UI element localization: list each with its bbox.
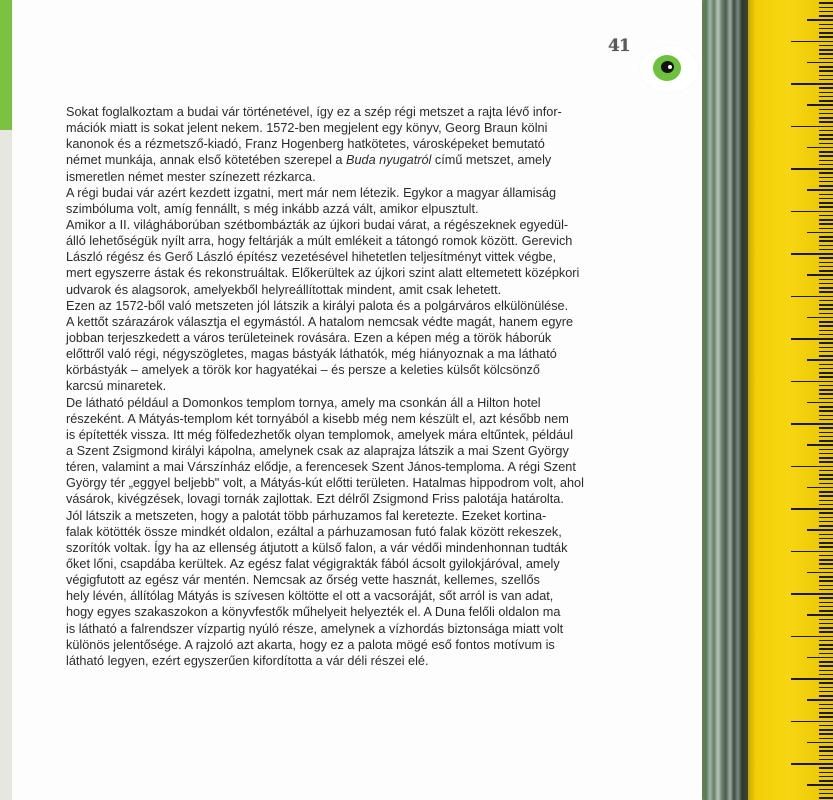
ruler-tick: [791, 423, 833, 425]
ruler-tick: [819, 236, 833, 238]
ruler-tick: [819, 525, 833, 527]
ruler-tick: [819, 500, 833, 502]
ruler-tick: [819, 517, 833, 519]
ruler-tick: [819, 427, 833, 429]
text-line: ismeretlen német mester színezett rézkarca.: [66, 169, 316, 184]
measuring-ruler: [748, 0, 833, 800]
ruler-tick: [819, 53, 833, 55]
text-line: falak kötötték össze mindkét oldalon, ezáltal a párhuzamosan futó falak között rekeszek,: [66, 524, 562, 539]
text-line: mert egyszerre ástak és rekonstruáltak. Előkerültek az újkori szint alatt eltemetett középkori: [66, 266, 580, 281]
ruler-tick: [819, 223, 833, 225]
text-line: is építették vissza. Itt még fölfedezhetők olyan templomok, amelyek mára eltűntek, például: [66, 427, 574, 442]
ruler-tick: [819, 648, 833, 650]
ruler-tick: [819, 755, 833, 757]
text-line: A régi budai vár azért kezdett izgatni, mert már nem létezik. Egykor a magyar államiság: [66, 185, 557, 200]
ruler-tick: [819, 15, 833, 17]
ruler-tick: [807, 274, 833, 276]
ruler-tick: [819, 172, 833, 174]
ruler-tick: [819, 653, 833, 655]
ruler-tick: [819, 627, 833, 629]
ruler-tick: [819, 219, 833, 221]
ruler-tick: [819, 738, 833, 740]
text-line: Sokat foglalkoztam a budai vár történetével, így ez a szép régi metszet a rajta lévő infor-: [66, 105, 562, 119]
text-line: őket lőni, csapdába kerültek. Az egész falat végigrakták fából ácsolt gyilokjáróval, amely: [66, 556, 560, 571]
left-page-edge-white: [0, 130, 12, 800]
ruler-tick: [819, 767, 833, 769]
left-page-edge: [0, 0, 12, 130]
text-line: előttről való régi, négyszögletes, magas bástyák láthatók, még hiányoznak a ma látható: [66, 347, 557, 362]
ruler-tick: [819, 45, 833, 47]
ruler-tick: [819, 470, 833, 472]
ruler-tick: [819, 117, 833, 119]
ruler-tick: [819, 606, 833, 608]
ruler-tick: [819, 240, 833, 242]
ruler-tick: [819, 266, 833, 268]
ruler-tick: [819, 780, 833, 782]
ruler-tick: [819, 704, 833, 706]
ruler-tick: [807, 189, 833, 191]
ruler-tick: [819, 789, 833, 791]
ruler-tick: [807, 614, 833, 616]
ruler-tick: [819, 670, 833, 672]
ruler-tick: [819, 580, 833, 582]
ruler-tick: [791, 763, 833, 765]
ruler-tick: [819, 708, 833, 710]
ruler-tick: [807, 317, 833, 319]
ruler-tick: [819, 512, 833, 514]
ruler-tick: [819, 453, 833, 455]
text-line: udvarok és alagsorok, amelyekből helyreállítottak mindent, amit csak lehetett.: [66, 282, 502, 297]
ruler-tick: [819, 389, 833, 391]
ruler-tick: [819, 155, 833, 157]
ruler-tick: [819, 270, 833, 272]
text-line: látható legyen, ezért egyszerűen kifordította a vár déli részei elé.: [66, 653, 429, 668]
ruler-tick: [819, 644, 833, 646]
ruler-tick: [819, 58, 833, 60]
ruler-tick: [819, 415, 833, 417]
ruler-tick: [819, 143, 833, 145]
ruler-tick: [791, 721, 833, 723]
ruler-tick: [819, 287, 833, 289]
ruler-tick: [819, 11, 833, 13]
ruler-tick: [819, 279, 833, 281]
text-line: német munkája, annak első kötetében szerepel a Buda nyugatról című metszet, amely: [66, 153, 552, 168]
ruler-tick: [819, 546, 833, 548]
ruler-tick: [791, 466, 833, 468]
ruler-tick: [791, 296, 833, 298]
ruler-tick: [819, 793, 833, 795]
ruler-tick: [819, 491, 833, 493]
ruler-tick: [819, 249, 833, 251]
ruler-tick: [819, 729, 833, 731]
text-line: kanonok és a rézmetsző-kiadó, Franz Hogenberg hatkötetes, városképeket bemutató: [66, 137, 545, 152]
ruler-tick: [819, 364, 833, 366]
ruler-tick: [807, 232, 833, 234]
ruler-tick: [819, 436, 833, 438]
ruler-tick: [819, 66, 833, 68]
ruler-tick: [807, 104, 833, 106]
text-line: mációk miatt is sokat jelent nekem. 1572-ben megjelent egy könyv, Georg Braun kölni: [66, 121, 548, 136]
ruler-tick: [819, 49, 833, 51]
ruler-tick: [819, 215, 833, 217]
ruler-tick: [819, 160, 833, 162]
ruler-tick: [819, 406, 833, 408]
text-line: a Szent Zsigmond királyi kápolna, amelynek csak az alaprajza látszik a mai Szent György: [66, 443, 569, 458]
ruler-tick: [819, 712, 833, 714]
ruler-tick: [819, 585, 833, 587]
ruler-tick: [819, 313, 833, 315]
ruler-tick: [819, 87, 833, 89]
ruler-tick: [819, 342, 833, 344]
ruler-tick: [819, 202, 833, 204]
ruler-tick: [791, 126, 833, 128]
ruler-tick: [819, 568, 833, 570]
ruler-tick: [819, 419, 833, 421]
ruler-tick: [819, 121, 833, 123]
ruler-tick: [819, 96, 833, 98]
ruler-tick: [791, 636, 833, 638]
ruler-tick: [819, 164, 833, 166]
ruler-tick: [807, 487, 833, 489]
ruler-tick: [819, 504, 833, 506]
ruler-tick: [791, 338, 833, 340]
ruler-tick: [819, 623, 833, 625]
text-line: De látható például a Domonkos templom tornya, amely ma csonkán áll a Hilton hotel: [66, 395, 541, 410]
ruler-tick: [819, 2, 833, 4]
ruler-tick: [819, 483, 833, 485]
ruler-tick: [819, 661, 833, 663]
ruler-tick: [819, 300, 833, 302]
ruler-tick: [819, 432, 833, 434]
ruler-tick: [819, 308, 833, 310]
text-line: karcsú minaretek.: [66, 379, 167, 394]
text-line: végigfutott az egész vár mentén. Nemcsak az őrség vette hasznát, kellemes, szellős: [66, 573, 540, 588]
ruler-tick: [819, 619, 833, 621]
text-line: részeként. A Mátyás-templom két tornyából a kisebb még nem készült el, azt később nem: [66, 411, 569, 426]
ruler-tick: [819, 610, 833, 612]
ruler-tick: [819, 725, 833, 727]
ruler-tick: [819, 262, 833, 264]
ruler-tick: [819, 372, 833, 374]
ruler-tick: [791, 211, 833, 213]
ruler-tick: [819, 576, 833, 578]
eye-iris: [653, 55, 681, 81]
book-page: [12, 0, 702, 800]
ruler-tick: [819, 7, 833, 9]
ruler-tick: [819, 109, 833, 111]
text-line: is látható a falrendszer vízpartig nyúló része, amelynek a vízhordás biztonsága miatt volt: [66, 621, 564, 636]
ruler-tick: [819, 457, 833, 459]
ruler-tick: [819, 138, 833, 140]
ruler-tick: [819, 474, 833, 476]
ruler-tick: [819, 347, 833, 349]
ruler-tick: [819, 589, 833, 591]
ruler-tick: [819, 695, 833, 697]
ruler-tick: [791, 593, 833, 595]
text-line: hogy egyes szakaszokon a könyvfestők műhelyeit helyezték el. A Duna felőli oldalon ma: [66, 605, 561, 620]
ruler-tick: [791, 41, 833, 43]
ruler-tick: [819, 631, 833, 633]
ruler-tick: [819, 674, 833, 676]
ruler-tick: [819, 283, 833, 285]
ruler-tick: [819, 602, 833, 604]
text-line: körbástyák – amelyek a török kor hagyatékai – és persze a keleties külsőt kölcsönző: [66, 363, 540, 378]
text-line: György tér „eggyel beljebb" volt, a Mátyás-kút előtti területen. Hatalmas hippodrom volt, ahol: [66, 476, 584, 491]
text-line: szimbóluma volt, amíg fennállt, s még inkább azzá vált, amikor elpusztult.: [66, 201, 479, 216]
eye-icon: [640, 46, 698, 92]
ruler-tick: [819, 130, 833, 132]
ruler-tick: [819, 330, 833, 332]
ruler-tick: [807, 19, 833, 21]
ruler-tick: [819, 304, 833, 306]
text-line: szorítók voltak. Így ha az ellenség átjutott a külső falon, a vár védői mindenhonnan tudták: [66, 540, 568, 555]
ruler-tick: [819, 746, 833, 748]
ruler-tick: [819, 385, 833, 387]
ruler-tick: [819, 733, 833, 735]
ruler-tick: [819, 355, 833, 357]
ruler-tick: [819, 398, 833, 400]
ruler-tick: [791, 381, 833, 383]
ruler-tick: [819, 682, 833, 684]
ruler-tick: [819, 36, 833, 38]
ruler-tick: [791, 678, 833, 680]
ruler-tick: [819, 206, 833, 208]
ruler-tick: [819, 542, 833, 544]
ruler-tick: [819, 351, 833, 353]
ruler-tick: [819, 665, 833, 667]
text-line: Jól látszik a metszeten, hogy a palotát több párhuzamos fal keretezte. Ezeket kortina-: [66, 508, 547, 523]
ruler-tick: [819, 70, 833, 72]
ruler-tick: [819, 797, 833, 799]
ruler-tick: [807, 742, 833, 744]
ruler-tick: [807, 62, 833, 64]
ruler-tick: [819, 24, 833, 26]
ruler-tick: [819, 534, 833, 536]
ruler-tick: [819, 291, 833, 293]
text-line: László régész és Gerő László építész vezetésével hihetetlen teljesítményt vittek végbe,: [66, 250, 557, 265]
ruler-tick: [819, 716, 833, 718]
ruler-tick: [819, 759, 833, 761]
ruler-tick: [819, 75, 833, 77]
ruler-tick: [819, 194, 833, 196]
text-line: jobban terjeszkedett a város területeinek rovására. Ezen a képen még a török háborúk: [66, 330, 552, 345]
body-text: [66, 104, 626, 669]
ruler-tick: [807, 572, 833, 574]
ruler-tick: [819, 92, 833, 94]
text-line: különös jelentősége. A rajzoló azt akarta, hogy ez a palota mögé eső fontos motívum is: [66, 637, 555, 652]
ruler-tick: [819, 134, 833, 136]
ruler-tick: [819, 478, 833, 480]
ruler-tick: [807, 444, 833, 446]
ruler-tick: [791, 253, 833, 255]
ruler-tick: [807, 784, 833, 786]
ruler-tick: [807, 147, 833, 149]
ruler-tick: [819, 28, 833, 30]
ruler-tick: [819, 495, 833, 497]
ruler-tick: [819, 772, 833, 774]
ruler-tick: [819, 597, 833, 599]
ruler-tick: [819, 376, 833, 378]
ruler-tick: [791, 551, 833, 553]
ruler-tick: [807, 699, 833, 701]
ruler-tick: [819, 181, 833, 183]
ruler-tick: [819, 449, 833, 451]
ruler-tick: [807, 529, 833, 531]
ruler-tick: [807, 402, 833, 404]
ruler-tick: [807, 657, 833, 659]
ruler-tick: [819, 563, 833, 565]
ruler-tick: [819, 334, 833, 336]
text-line: hely lévén, állítólag Mátyás is szívesen költötte el ott a vacsoráját, sőt arról is van adat,: [66, 589, 554, 604]
text-line: vásárok, kivégzések, lovagi tornák zajlottak. Ezt délről Zsigmond Friss palotája határolta.: [66, 492, 564, 507]
ruler-tick: [819, 559, 833, 561]
ruler-tick: [819, 410, 833, 412]
ruler-tick: [819, 640, 833, 642]
ruler-tick: [819, 177, 833, 179]
ruler-tick: [819, 257, 833, 259]
ruler-tick: [819, 440, 833, 442]
ruler-tick: [819, 776, 833, 778]
ruler-tick: [819, 750, 833, 752]
ruler-tick: [819, 538, 833, 540]
ruler-tick: [819, 79, 833, 81]
ruler-tick: [819, 198, 833, 200]
ruler-tick: [807, 359, 833, 361]
eye-shine: [668, 65, 672, 69]
text-line: álló lehetőségük nyílt arra, hogy feltárják a múlt emlékeit a tátongó romok között. Gerevich: [66, 234, 573, 249]
ruler-tick: [819, 113, 833, 115]
ruler-tick: [819, 687, 833, 689]
ruler-tick: [819, 100, 833, 102]
ruler-tick: [819, 521, 833, 523]
eye-pupil: [661, 61, 674, 73]
text-line: A kettőt szárazárok választja el egymástól. A hatalom nemcsak védte magát, hanem egyre: [66, 314, 574, 329]
ruler-tick: [819, 368, 833, 370]
ruler-tick: [819, 228, 833, 230]
ruler-tick: [819, 393, 833, 395]
ruler-tick: [819, 691, 833, 693]
ruler-tick: [819, 461, 833, 463]
ruler-tick: [791, 83, 833, 85]
text-line: Ezen az 1572-ből való metszeten jól látszik a királyi palota és a polgárváros elkülönülése.: [66, 298, 569, 313]
page-number: 41: [608, 36, 630, 56]
ruler-tick: [791, 168, 833, 170]
ruler-tick: [819, 555, 833, 557]
ruler-tick: [819, 325, 833, 327]
ruler-tick: [819, 321, 833, 323]
ruler-tick: [819, 151, 833, 153]
ruler-tick: [819, 32, 833, 34]
text-line: Amikor a II. világháborúban szétbombázták az újkori budai várat, a régészeknek egyedül-: [66, 217, 569, 232]
ruler-tick: [819, 185, 833, 187]
ruler-tick: [819, 245, 833, 247]
text-line: téren, valamint a mai Várszínház elődje, a ferencesek Szent János-temploma. A régi Szent: [66, 460, 576, 475]
ruler-tick: [791, 508, 833, 510]
